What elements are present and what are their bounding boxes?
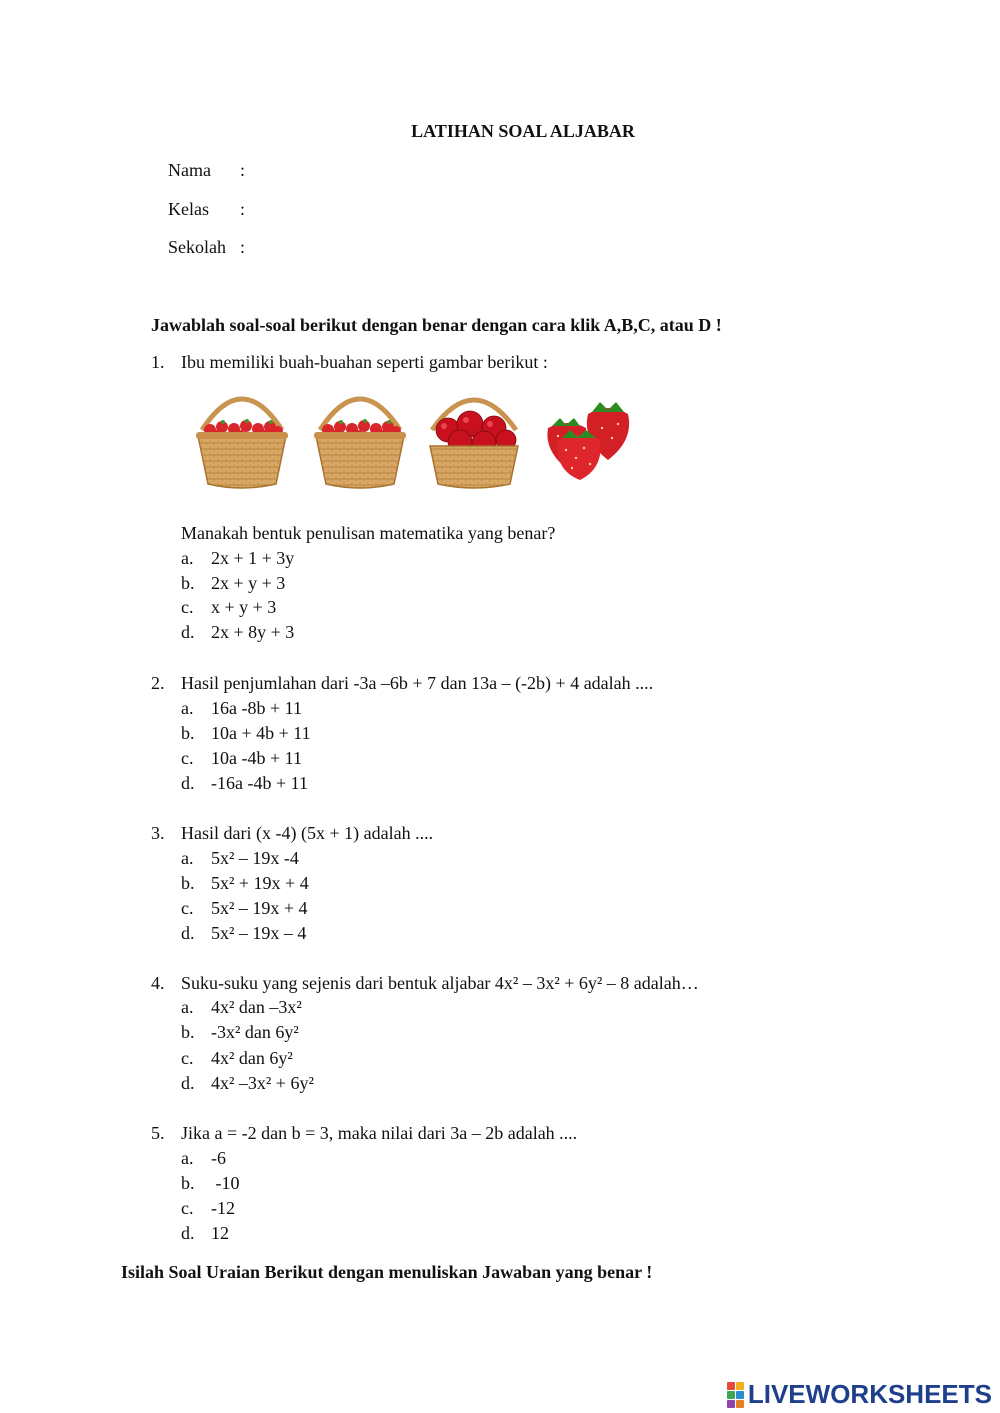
q1-option-b[interactable]: 2x + y + 3	[211, 573, 286, 593]
school-colon: :	[240, 237, 246, 257]
q2-option-a[interactable]: 16a -8b + 11	[211, 698, 302, 718]
question-5-number: 5.	[151, 1123, 165, 1143]
q4-option-b-letter[interactable]: b.	[181, 1022, 195, 1042]
logo-grid-icon	[727, 1382, 744, 1408]
q3-option-c[interactable]: 5x² – 19x + 4	[211, 898, 308, 918]
instruction-text: Jawablah soal-soal berikut dengan benar dengan cara klik A,B,C, atau D !	[151, 315, 722, 335]
apple-basket	[430, 400, 518, 488]
q5-option-d[interactable]: 12	[211, 1223, 229, 1243]
q4-option-c-letter[interactable]: c.	[181, 1048, 194, 1068]
question-3-number: 3.	[151, 823, 165, 843]
fruit-illustration	[190, 380, 650, 495]
q5-option-b[interactable]: -10	[211, 1173, 240, 1193]
class-colon: :	[240, 199, 246, 219]
class-label: Kelas	[168, 199, 209, 219]
q5-option-a-letter[interactable]: a.	[181, 1148, 194, 1168]
q4-option-d-letter[interactable]: d.	[181, 1073, 195, 1093]
page-title: LATIHAN SOAL ALJABAR	[411, 121, 635, 141]
question-4-number: 4.	[151, 973, 165, 993]
q3-option-b[interactable]: 5x² + 19x + 4	[211, 873, 309, 893]
q1-option-d-letter[interactable]: d.	[181, 622, 195, 642]
q3-option-c-letter[interactable]: c.	[181, 898, 194, 918]
q3-option-d[interactable]: 5x² – 19x – 4	[211, 923, 307, 943]
strawberry-basket-2	[314, 399, 406, 488]
q2-option-a-letter[interactable]: a.	[181, 698, 194, 718]
q1-option-c[interactable]: x + y + 3	[211, 597, 277, 617]
q3-option-a-letter[interactable]: a.	[181, 848, 194, 868]
q1-option-c-letter[interactable]: c.	[181, 597, 194, 617]
logo-text: LIVEWORKSHEETS	[747, 1379, 992, 1409]
q1-option-d[interactable]: 2x + 8y + 3	[211, 622, 295, 642]
q2-option-d[interactable]: -16a -4b + 11	[211, 773, 308, 793]
q3-option-d-letter[interactable]: d.	[181, 923, 195, 943]
question-4-text: Suku-suku yang sejenis dari bentuk aljabar 4x² – 3x² + 6y² – 8 adalah…	[181, 973, 699, 993]
q5-option-a[interactable]: -6	[211, 1148, 226, 1168]
q4-option-d[interactable]: 4x² –3x² + 6y²	[211, 1073, 314, 1093]
q4-option-c[interactable]: 4x² dan 6y²	[211, 1048, 293, 1068]
q4-option-a-letter[interactable]: a.	[181, 997, 194, 1017]
essay-instruction: Isilah Soal Uraian Berikut dengan menuliskan Jawaban yang benar !	[121, 1262, 653, 1282]
name-label: Nama	[168, 160, 211, 180]
q2-option-c-letter[interactable]: c.	[181, 748, 194, 768]
school-label: Sekolah	[168, 237, 226, 257]
liveworksheets-logo	[727, 1379, 992, 1410]
q2-option-b-letter[interactable]: b.	[181, 723, 195, 743]
question-5-text: Jika a = -2 dan b = 3, maka nilai dari 3a – 2b adalah ....	[181, 1123, 578, 1143]
question-1-subtext: Manakah bentuk penulisan matematika yang benar?	[181, 523, 556, 543]
question-2-text: Hasil penjumlahan dari -3a –6b + 7 dan 13a – (-2b) + 4 adalah ....	[181, 673, 654, 693]
question-1-text: Ibu memiliki buah-buahan seperti gambar berikut :	[181, 352, 548, 372]
q5-option-c[interactable]: -12	[211, 1198, 235, 1218]
question-3-text: Hasil dari (x -4) (5x + 1) adalah ....	[181, 823, 434, 843]
q1-option-b-letter[interactable]: b.	[181, 573, 195, 593]
q5-option-c-letter[interactable]: c.	[181, 1198, 194, 1218]
q2-option-d-letter[interactable]: d.	[181, 773, 195, 793]
q5-option-d-letter[interactable]: d.	[181, 1223, 195, 1243]
strawberry-basket-1	[196, 399, 288, 488]
loose-strawberries	[547, 402, 629, 480]
q5-option-b-letter[interactable]: b.	[181, 1173, 195, 1193]
q4-option-b[interactable]: -3x² dan 6y²	[211, 1022, 299, 1042]
question-1-number: 1.	[151, 352, 165, 372]
q1-option-a[interactable]: 2x + 1 + 3y	[211, 548, 295, 568]
q2-option-c[interactable]: 10a -4b + 11	[211, 748, 302, 768]
q4-option-a[interactable]: 4x² dan –3x²	[211, 997, 302, 1017]
q3-option-a[interactable]: 5x² – 19x -4	[211, 848, 299, 868]
name-colon: :	[240, 160, 246, 180]
question-2-number: 2.	[151, 673, 165, 693]
q1-option-a-letter[interactable]: a.	[181, 548, 194, 568]
q2-option-b[interactable]: 10a + 4b + 11	[211, 723, 311, 743]
q3-option-b-letter[interactable]: b.	[181, 873, 195, 893]
